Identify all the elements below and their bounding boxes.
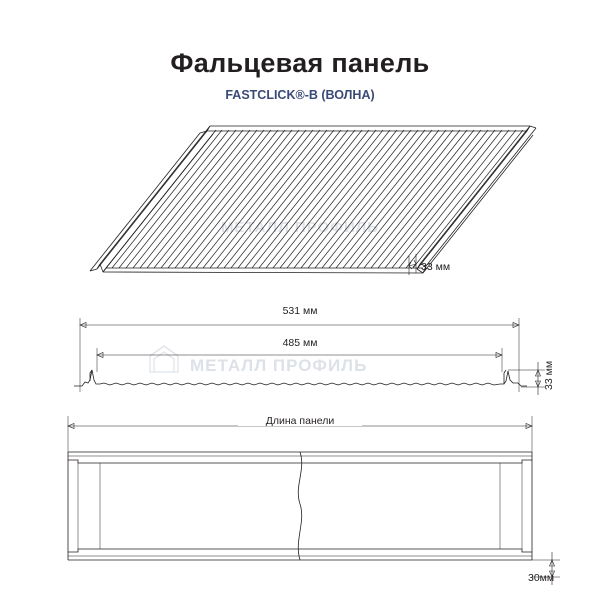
iso-height-label: 33 мм <box>421 261 451 273</box>
profile-height-label: 33 мм <box>543 360 555 390</box>
watermark-label-main: МЕТАЛЛ ПРОФИЛЬ <box>190 356 368 375</box>
page-title: Фальцевая панель <box>170 48 430 78</box>
total-width-label: 531 мм <box>282 305 318 317</box>
overlap-label: 30мм <box>528 572 555 584</box>
useful-width-label: 485 мм <box>282 337 318 349</box>
section-profile-view <box>74 303 555 395</box>
page-subtitle: FASTCLICK®-B (ВОЛНА) <box>225 88 375 102</box>
isometric-panel-view <box>90 126 536 275</box>
panel-length-label: Длина панели <box>265 415 335 427</box>
watermark-label-top: МЕТАЛЛ ПРОФИЛЬ <box>220 219 380 236</box>
plan-length-view <box>68 412 560 585</box>
watermark-main <box>150 346 367 375</box>
